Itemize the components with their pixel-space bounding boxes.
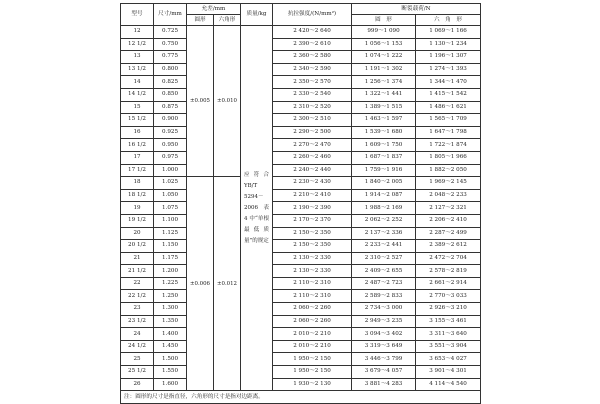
cell-size-mm: 1.025 (154, 177, 187, 190)
cell-size-no: 20 (121, 227, 154, 240)
cell-size-no: 23 (121, 303, 154, 316)
header-tol-hex: 六角形 (214, 15, 241, 26)
cell-tensile: 2 330～2 540 (273, 88, 352, 101)
cell-size-mm: 0.750 (154, 38, 187, 51)
cell-tensile: 2 210～2 410 (273, 189, 352, 202)
table-row (121, 151, 481, 164)
header-tolerance: 允差/mm (187, 4, 241, 15)
cell-break-round: 1 687～1 837 (352, 151, 416, 164)
cell-break-hex: 4 114～4 540 (416, 378, 481, 391)
cell-break-round: 1 256～1 374 (352, 76, 416, 89)
cell-break-hex: 2 127～2 321 (416, 202, 481, 215)
cell-tensile: 2 260～2 460 (273, 151, 352, 164)
cell-size-mm: 0.800 (154, 63, 187, 76)
cell-tensile: 2 230～2 430 (273, 177, 352, 190)
cell-size-mm: 1.000 (154, 164, 187, 177)
cell-size-no: 16 1/2 (121, 139, 154, 152)
cell-size-no: 19 1/2 (121, 214, 154, 227)
cell-size-mm: 1.050 (154, 189, 187, 202)
cell-break-round: 2 233～2 441 (352, 240, 416, 253)
cell-break-hex: 3 901～4 301 (416, 366, 481, 379)
header-brk-round: 圆 形 (352, 15, 416, 26)
cell-size-mm: 0.725 (154, 26, 187, 39)
header-size-mm: 尺寸/mm (154, 4, 187, 26)
cell-break-round: 2 062～2 252 (352, 214, 416, 227)
table-row (121, 277, 481, 290)
cell-size-mm: 0.900 (154, 114, 187, 127)
cell-size-no: 22 (121, 277, 154, 290)
cell-size-no: 22 1/2 (121, 290, 154, 303)
cell-size-mm: 1.175 (154, 252, 187, 265)
table-row (121, 328, 481, 341)
cell-size-mm: 1.075 (154, 202, 187, 215)
cell-size-no: 26 (121, 378, 154, 391)
table-body (121, 26, 481, 391)
cell-tol-round: ±0.005 (187, 26, 214, 177)
cell-size-mm: 1.100 (154, 214, 187, 227)
cell-break-hex: 1 344～1 470 (416, 76, 481, 89)
cell-break-round: 1 191～1 302 (352, 63, 416, 76)
cell-tensile: 2 290～2 500 (273, 126, 352, 139)
table-row (121, 315, 481, 328)
cell-size-mm: 1.600 (154, 378, 187, 391)
cell-break-hex: 1 882～2 050 (416, 164, 481, 177)
cell-break-round: 1 539～1 680 (352, 126, 416, 139)
cell-size-mm: 0.825 (154, 76, 187, 89)
cell-break-hex: 1 722～1 874 (416, 139, 481, 152)
cell-break-round: 2 487～2 723 (352, 277, 416, 290)
cell-tensile: 1 950～2 150 (273, 366, 352, 379)
cell-size-no: 12 1/2 (121, 38, 154, 51)
table-row (121, 227, 481, 240)
cell-break-hex: 3 653～4 027 (416, 353, 481, 366)
cell-break-round: 999～1 090 (352, 26, 416, 39)
cell-break-round: 1 759～1 916 (352, 164, 416, 177)
cell-size-mm: 0.925 (154, 126, 187, 139)
header-size-no: 型号 (121, 4, 154, 26)
table-row (121, 88, 481, 101)
cell-break-round: 2 734～3 000 (352, 303, 416, 316)
table-row (121, 353, 481, 366)
cell-break-round: 3 881～4 283 (352, 378, 416, 391)
wire-spec-table (120, 3, 481, 404)
table-row (121, 202, 481, 215)
cell-size-no: 20 1/2 (121, 240, 154, 253)
cell-break-hex: 3 311～3 640 (416, 328, 481, 341)
cell-size-mm: 1.300 (154, 303, 187, 316)
cell-tensile: 2 170～2 370 (273, 214, 352, 227)
cell-size-mm: 1.125 (154, 227, 187, 240)
cell-size-no: 25 1/2 (121, 366, 154, 379)
table-row (121, 252, 481, 265)
cell-break-hex: 2 206～2 410 (416, 214, 481, 227)
cell-tol-hex: ±0.010 (214, 26, 241, 177)
cell-size-mm: 1.200 (154, 265, 187, 278)
cell-break-round: 2 589～2 833 (352, 290, 416, 303)
cell-size-mm: 1.250 (154, 290, 187, 303)
table-row (121, 164, 481, 177)
cell-tensile: 2 010～2 210 (273, 328, 352, 341)
cell-tensile: 2 360～2 580 (273, 51, 352, 64)
table-row (121, 303, 481, 316)
cell-tensile: 2 270～2 470 (273, 139, 352, 152)
cell-size-no: 19 (121, 202, 154, 215)
cell-size-no: 15 (121, 101, 154, 114)
cell-break-round: 2 949～3 235 (352, 315, 416, 328)
table-row (121, 378, 481, 391)
cell-break-hex: 2 287～2 499 (416, 227, 481, 240)
cell-break-hex: 1 565～1 709 (416, 114, 481, 127)
cell-break-hex: 2 048～2 233 (416, 189, 481, 202)
cell-break-round: 3 446～3 799 (352, 353, 416, 366)
table-row (121, 26, 481, 39)
cell-tensile: 2 350～2 570 (273, 76, 352, 89)
cell-break-round: 3 094～3 402 (352, 328, 416, 341)
table-row (121, 38, 481, 51)
table-row (121, 101, 481, 114)
cell-size-no: 23 1/2 (121, 315, 154, 328)
cell-size-mm: 0.775 (154, 51, 187, 64)
table-row (121, 340, 481, 353)
cell-size-no: 21 (121, 252, 154, 265)
table-row (121, 63, 481, 76)
table-row (121, 240, 481, 253)
cell-break-hex: 1 130～1 234 (416, 38, 481, 51)
cell-size-no: 16 (121, 126, 154, 139)
cell-break-round: 1 463～1 597 (352, 114, 416, 127)
cell-break-hex: 1 069～1 166 (416, 26, 481, 39)
cell-tensile: 2 190～2 390 (273, 202, 352, 215)
cell-tensile: 2 240～2 440 (273, 164, 352, 177)
cell-size-no: 24 (121, 328, 154, 341)
cell-size-no: 25 (121, 353, 154, 366)
cell-break-round: 3 319～3 649 (352, 340, 416, 353)
cell-size-no: 18 (121, 177, 154, 190)
cell-tensile: 2 300～2 510 (273, 114, 352, 127)
cell-tol-hex: ±0.012 (214, 177, 241, 391)
cell-break-round: 1 056～1 153 (352, 38, 416, 51)
cell-tensile: 2 310～2 520 (273, 101, 352, 114)
cell-tensile: 2 110～2 310 (273, 290, 352, 303)
cell-break-hex: 2 770～3 033 (416, 290, 481, 303)
cell-size-no: 21 1/2 (121, 265, 154, 278)
table-row (121, 51, 481, 64)
cell-tensile: 1 930～2 130 (273, 378, 352, 391)
cell-size-no: 24 1/2 (121, 340, 154, 353)
cell-tensile: 2 130～2 330 (273, 252, 352, 265)
cell-break-round: 1 389～1 515 (352, 101, 416, 114)
cell-size-no: 17 (121, 151, 154, 164)
cell-tensile: 2 010～2 210 (273, 340, 352, 353)
cell-tensile: 2 150～2 350 (273, 227, 352, 240)
cell-break-hex: 2 661～2 914 (416, 277, 481, 290)
table-row (121, 126, 481, 139)
table-row (121, 177, 481, 190)
cell-size-mm: 1.450 (154, 340, 187, 353)
cell-tensile: 2 150～2 350 (273, 240, 352, 253)
cell-tensile: 2 340～2 590 (273, 63, 352, 76)
table-row (121, 114, 481, 127)
cell-break-hex: 2 389～2 612 (416, 240, 481, 253)
cell-break-hex: 1 486～1 621 (416, 101, 481, 114)
cell-size-mm: 1.350 (154, 315, 187, 328)
cell-size-no: 13 1/2 (121, 63, 154, 76)
cell-tensile: 2 110～2 310 (273, 277, 352, 290)
cell-size-no: 14 (121, 76, 154, 89)
table-row (121, 265, 481, 278)
table-row (121, 76, 481, 89)
table-row (121, 139, 481, 152)
cell-tensile: 1 950～2 150 (273, 353, 352, 366)
table-note: 注：圆形的尺寸是指直径，六角形的尺寸是指对边距离。 (121, 391, 481, 404)
cell-size-mm: 0.975 (154, 151, 187, 164)
cell-tensile: 2 420～2 640 (273, 26, 352, 39)
cell-break-hex: 3 155～3 461 (416, 315, 481, 328)
header-quality: 质量/kg (241, 4, 273, 26)
cell-break-hex: 1 196～1 307 (416, 51, 481, 64)
cell-break-round: 1 074～1 222 (352, 51, 416, 64)
cell-break-hex: 1 969～2 145 (416, 177, 481, 190)
table-row (121, 189, 481, 202)
cell-tensile: 2 060～2 260 (273, 315, 352, 328)
cell-break-round: 2 137～2 336 (352, 227, 416, 240)
cell-break-round: 3 679～4 057 (352, 366, 416, 379)
cell-size-no: 17 1/2 (121, 164, 154, 177)
cell-size-no: 14 1/2 (121, 88, 154, 101)
header-brk-hex: 六 角 形 (416, 15, 481, 26)
cell-tol-round: ±0.006 (187, 177, 214, 391)
cell-size-no: 13 (121, 51, 154, 64)
cell-break-hex: 1 647～1 798 (416, 126, 481, 139)
cell-break-hex: 2 926～3 210 (416, 303, 481, 316)
spec-sheet (120, 3, 480, 404)
cell-size-mm: 0.850 (154, 88, 187, 101)
header-tol-round: 圆形 (187, 15, 214, 26)
cell-size-mm: 0.950 (154, 139, 187, 152)
cell-break-round: 1 988～2 169 (352, 202, 416, 215)
cell-break-hex: 1 274～1 393 (416, 63, 481, 76)
cell-size-mm: 1.550 (154, 366, 187, 379)
cell-size-mm: 1.500 (154, 353, 187, 366)
cell-tensile: 2 390～2 610 (273, 38, 352, 51)
cell-size-no: 15 1/2 (121, 114, 154, 127)
cell-size-mm: 1.150 (154, 240, 187, 253)
cell-break-hex: 3 551～3 904 (416, 340, 481, 353)
cell-break-round: 1 609～1 750 (352, 139, 416, 152)
cell-size-mm: 0.875 (154, 101, 187, 114)
cell-size-no: 12 (121, 26, 154, 39)
table-row (121, 290, 481, 303)
cell-break-round: 1 840～2 005 (352, 177, 416, 190)
cell-break-hex: 2 578～2 819 (416, 265, 481, 278)
table-row (121, 366, 481, 379)
cell-tensile: 2 130～2 330 (273, 265, 352, 278)
cell-tensile: 2 060～2 260 (273, 303, 352, 316)
cell-break-round: 1 322～1 441 (352, 88, 416, 101)
cell-break-round: 2 409～2 655 (352, 265, 416, 278)
cell-size-mm: 1.225 (154, 277, 187, 290)
header-breaking-load: 断裂载荷/N (352, 4, 481, 15)
cell-size-mm: 1.400 (154, 328, 187, 341)
cell-break-hex: 1 805～1 966 (416, 151, 481, 164)
cell-quality-spec: 应符合 YB/T 5294－2006 表 4 中“单根最低质量”的规定 (241, 26, 273, 391)
table-row (121, 214, 481, 227)
header-tensile: 抗拉强度/(N/mm²) (273, 4, 352, 26)
table-header (121, 4, 481, 26)
cell-break-round: 2 310～2 527 (352, 252, 416, 265)
cell-break-hex: 1 415～1 542 (416, 88, 481, 101)
cell-break-hex: 2 472～2 704 (416, 252, 481, 265)
cell-break-round: 1 914～2 087 (352, 189, 416, 202)
cell-size-no: 18 1/2 (121, 189, 154, 202)
